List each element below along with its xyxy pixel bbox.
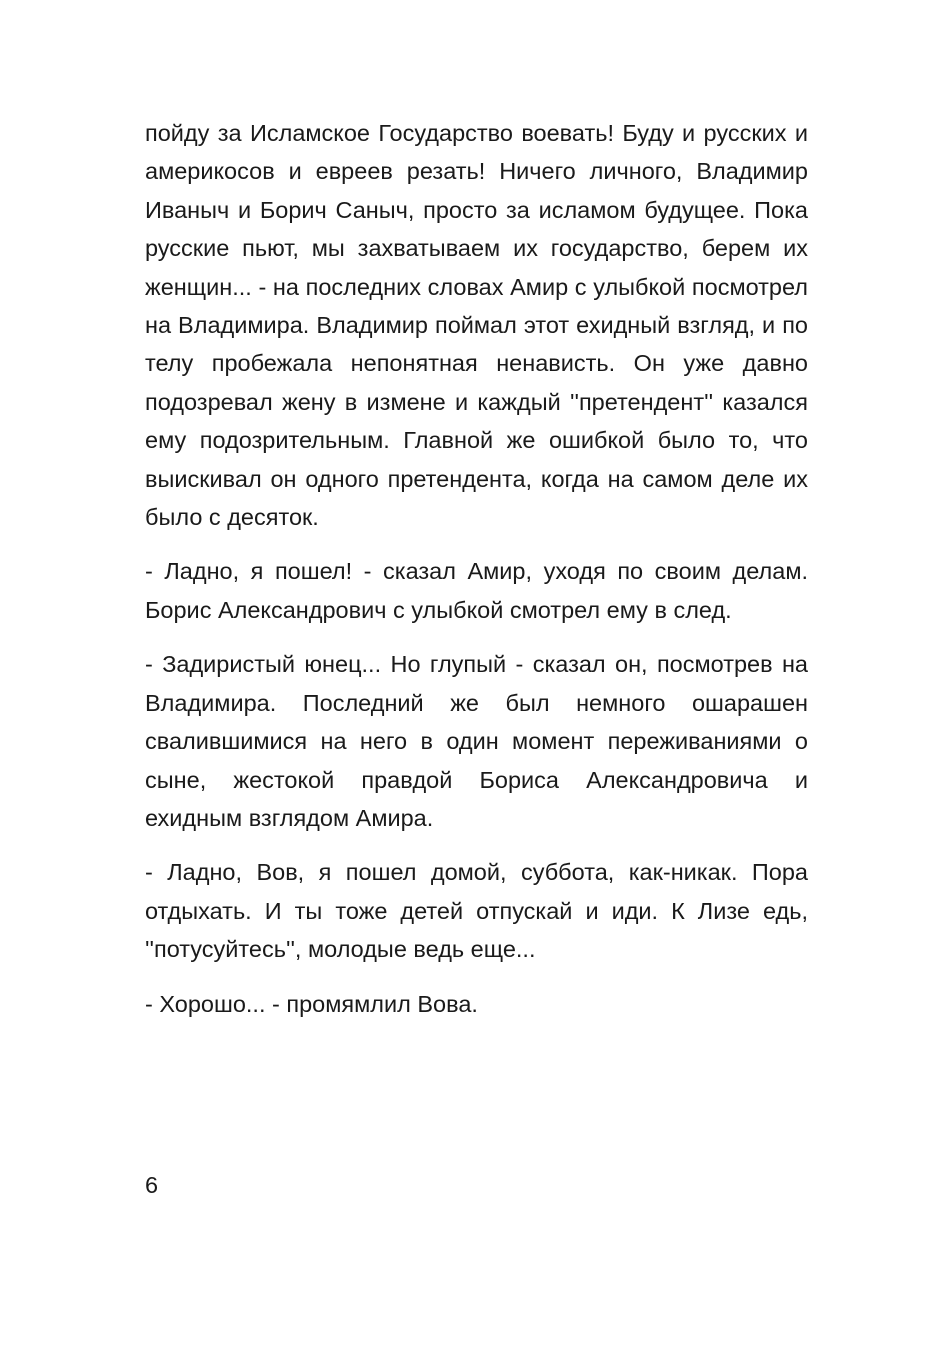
paragraph-5: - Хорошо... - промямлил Вова. (145, 990, 478, 1017)
page-body (145, 114, 808, 1039)
paragraph-2: - Ладно, я пошел! - сказал Амир, уходя по своим делам. Борис Александрович с улыбкой смотрел ему в след. (145, 558, 808, 623)
page-number: 6 (145, 1172, 159, 1198)
paragraph-1: пойду за Исламское Государство воевать! Буду и русских и америкосов и евреев резать! Ничего личного, Владимир Иваныч и Борич Саныч, просто за исламом будущее. Пока русские пьют, мы захватываем их государство, берем их женщин... - на последних словах Амир с улыбкой посмотрел на Владимира. Владимир поймал этот ехидный взгляд, и по телу пробежала непонятная ненависть. Он уже давно подозревал жену в измене и каждый ''претендент'' казался ему подозрительным. Главной же ошибкой было то, что выискивал он одного претендента, когда на самом деле их было с десяток. (145, 120, 808, 531)
paragraph-3: - Задиристый юнец... Но глупый - сказал он, посмотрев на Владимира. Последний же был немного ошарашен свалившимися на него в один момент переживаниями о сыне, жестокой правдой Бориса Александровича и ехидным взглядом Амира. (145, 651, 808, 831)
paragraph-4: - Ладно, Вов, я пошел домой, суббота, как-никак. Пора отдыхать. И ты тоже детей отпускай и иди. К Лизе едь, ''потусуйтесь'', молодые ведь еще... (145, 859, 808, 963)
